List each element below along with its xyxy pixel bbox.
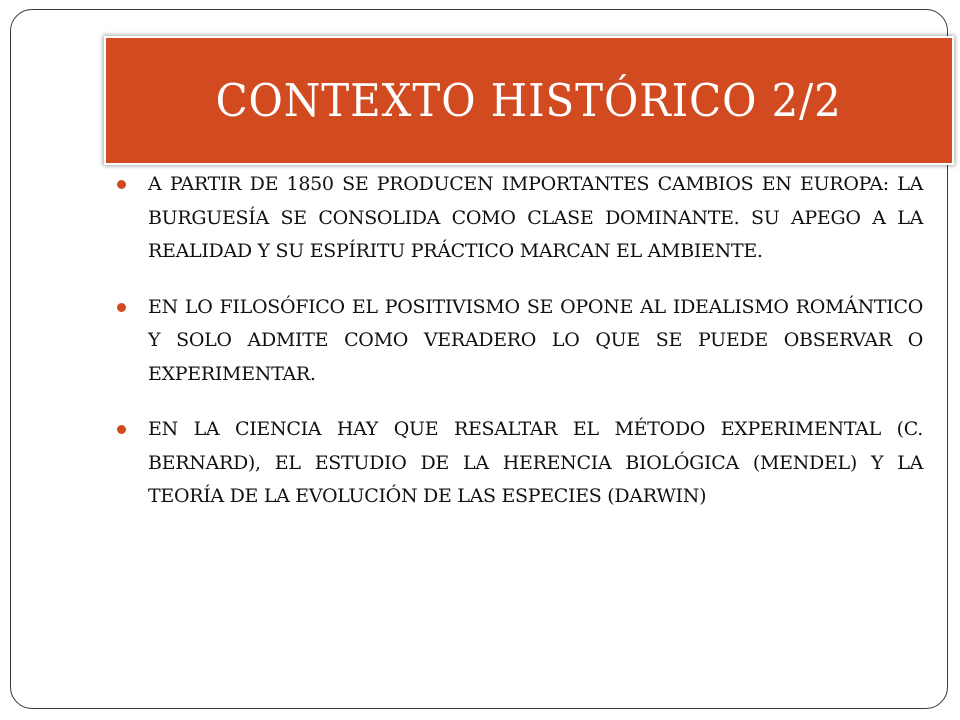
bullet-dot-icon <box>117 303 126 312</box>
bullet-dot-icon <box>117 425 126 434</box>
bullet-list <box>115 168 923 536</box>
bullet-text: EN LO FILOSÓFICO EL POSITIVISMO SE OPONE AL IDEALISMO ROMÁNTICO Y SOLO ADMITE COMO VERADERO LO QUE SE PUEDE OBSERVAR O EXPERIMENTAR. <box>148 295 923 385</box>
slide-frame <box>10 9 948 709</box>
bullet-text: EN LA CIENCIA HAY QUE RESALTAR EL MÉTODO EXPERIMENTAL (C. BERNARD), EL ESTUDIO DE LA HERENCIA BIOLÓGICA (MENDEL) Y LA TEORÍA DE LA EVOLUCIÓN DE LAS ESPECIES (DARWIN) <box>148 418 923 507</box>
slide-title: CONTEXTO HISTÓRICO 2/2 <box>215 74 843 127</box>
bullet-dot-icon <box>117 180 126 189</box>
bullet-item <box>115 168 923 269</box>
bullet-text: A PARTIR DE 1850 SE PRODUCEN IMPORTANTES CAMBIOS EN EUROPA: LA BURGUESÍA SE CONSOLIDA COMO CLASE DOMINANTE. SU APEGO A LA REALIDAD Y SU ESPÍRITU PRÁCTICO MARCAN EL AMBIENTE. <box>148 173 923 262</box>
bullet-item <box>115 291 923 392</box>
bullet-item <box>115 413 923 514</box>
title-banner <box>106 38 952 163</box>
